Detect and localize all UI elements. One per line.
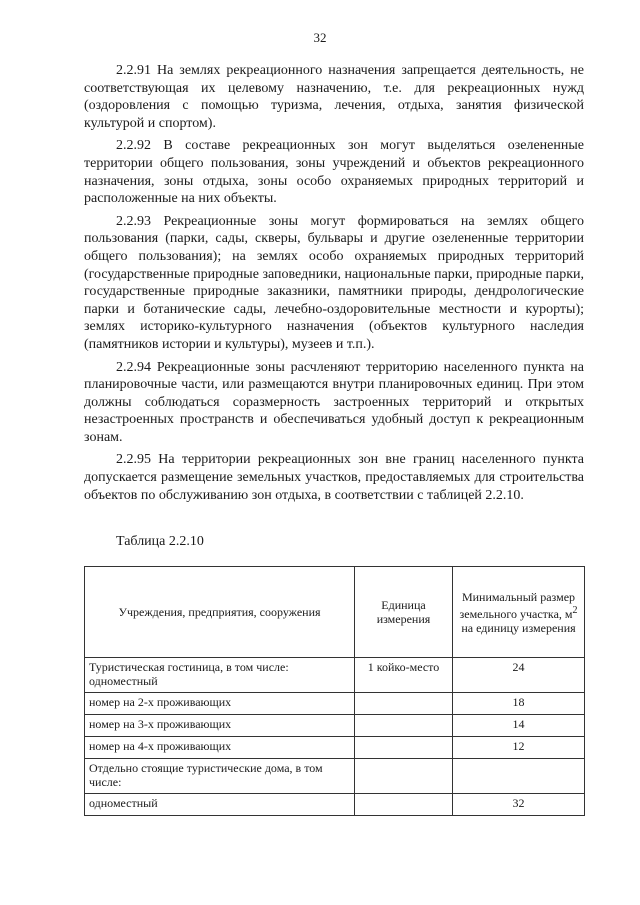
paragraph-2-2-94: 2.2.94 Рекреационные зоны расчленяют территорию населенного пункта на планировочные части, или размещаются внутри планировочных единиц. При этом должны соблюдаться соразмерность застроенных территорий и открытых незастроенных пространств и обеспечиваться удобный доступ к рекреационным зонам. — [84, 359, 584, 445]
header-area-sup: 2 — [572, 604, 578, 616]
table-header-row — [85, 567, 585, 658]
header-area-prefix: Минимальный размер земельного участка, м — [459, 589, 576, 621]
header-facility: Учреждения, предприятия, сооружения — [85, 567, 355, 658]
row-value — [453, 759, 585, 794]
table-row — [85, 759, 585, 794]
row-unit — [355, 759, 453, 794]
header-area — [453, 567, 585, 658]
table-row — [85, 737, 585, 759]
row-name: номер на 2-х проживающих — [85, 693, 355, 715]
row-unit: 1 койко-место — [355, 658, 453, 693]
row-name: номер на 3-х проживающих — [85, 715, 355, 737]
row-name: одноместный — [85, 794, 355, 816]
land-area-table — [84, 566, 585, 816]
paragraph-2-2-95: 2.2.95 На территории рекреационных зон вне границ населенного пункта допускается размещение земельных участков, предоставляемых для строительства объектов по обслуживанию зон отдыха, в соответствии с таблицей 2.2.10. — [84, 452, 584, 503]
table-row — [85, 794, 585, 816]
row-value: 14 — [453, 715, 585, 737]
header-area-suffix: на единицу измерения — [461, 620, 576, 635]
page-number: 32 — [313, 30, 327, 45]
row-unit — [355, 737, 453, 759]
table-row — [85, 658, 585, 693]
table-row — [85, 715, 585, 737]
table-row — [85, 693, 585, 715]
header-unit: Единица измерения — [355, 567, 453, 658]
row-value: 18 — [453, 693, 585, 715]
row-unit — [355, 794, 453, 816]
row-name: Отдельно стоящие туристические дома, в том числе: — [85, 759, 355, 794]
table-caption: Таблица 2.2.10 — [116, 534, 204, 549]
row-value: 24 — [453, 658, 585, 693]
row-unit — [355, 693, 453, 715]
row-unit — [355, 715, 453, 737]
paragraph-2-2-93: 2.2.93 Рекреационные зоны могут формироваться на землях общего пользования (парки, сады, скверы, бульвары и другие озелененные территории общего пользования); на землях особо охраняемых природных территорий (государственные природные заповедники, национальные парки, природные парки, государственные природные заказники, памятники природы, дендрологические парки и ботанические сады, лечебно-оздоровительные местности и курорты); землях историко-культурного назначения (объектов культурного наследия (памятников истории и культуры), музеев и т.п.). — [84, 213, 584, 352]
row-value: 12 — [453, 737, 585, 759]
row-value: 32 — [453, 794, 585, 816]
document-body — [84, 62, 584, 509]
paragraph-2-2-91: 2.2.91 На землях рекреационного назначения запрещается деятельность, не соответствующая их целевому назначению, т.е. для рекреационных нужд (оздоровления с помощью туризма, лечения, отдыха, занятия физической культурой и спортом). — [84, 63, 584, 131]
paragraph-2-2-92: 2.2.92 В составе рекреационных зон могут выделяться озелененные территории общего пользования, зоны учреждений и объектов рекреационного назначения, зоны отдыха, зоны особо охраняемых природных территорий и расположенные на них объекты. — [84, 138, 584, 207]
row-name: номер на 4-х проживающих — [85, 737, 355, 759]
row-name: Туристическая гостиница, в том числе: одноместный — [85, 658, 355, 693]
